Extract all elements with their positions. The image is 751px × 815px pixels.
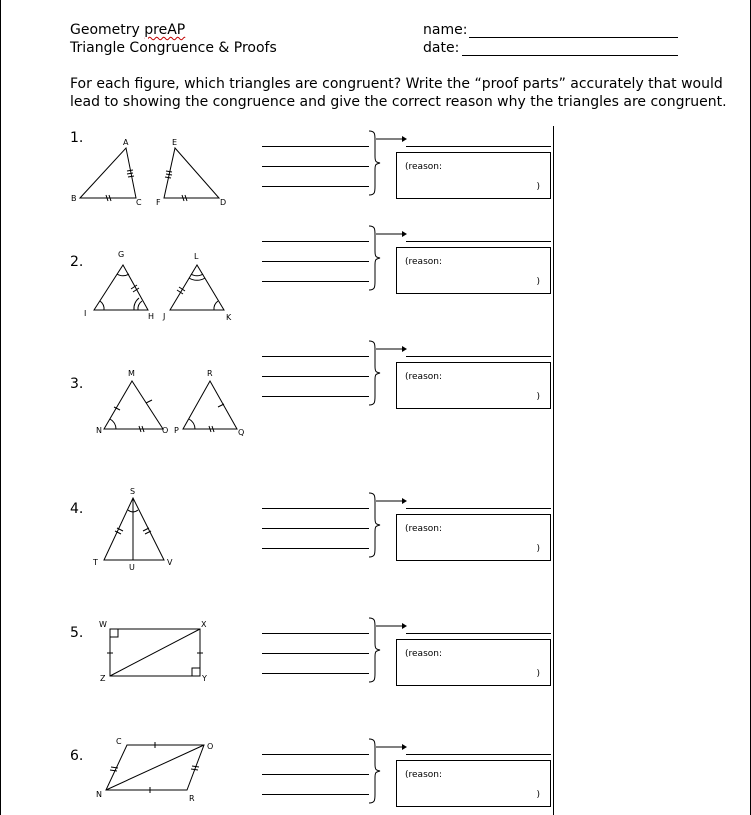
vertex-label: X [201, 620, 207, 629]
vertex-label: U [129, 563, 135, 572]
date-label: date: [423, 40, 460, 56]
reason-label: (reason: [405, 770, 442, 780]
reason-close-paren: ) [536, 544, 540, 554]
instructions-line-2: lead to showing the congruence and give the correct reason why the triangles are congruent. [70, 94, 727, 110]
vertex-label: I [84, 309, 87, 318]
proof-line[interactable] [262, 376, 369, 377]
triangle-figure-1 [60, 126, 240, 212]
vertex-label: W [99, 620, 107, 629]
problem-number: 5. [70, 625, 84, 641]
reason-label: (reason: [405, 257, 442, 267]
proof-line[interactable] [262, 774, 369, 775]
vertex-label: M [128, 369, 135, 378]
vertex-label: R [189, 794, 195, 803]
vertex-label: Z [100, 674, 106, 683]
vertex-label: A [123, 138, 129, 147]
reason-box[interactable] [396, 760, 551, 807]
proof-line[interactable] [262, 548, 369, 549]
proof-line[interactable] [262, 356, 369, 357]
proof-line[interactable] [262, 794, 369, 795]
proof-line[interactable] [262, 241, 369, 242]
reason-close-paren: ) [536, 277, 540, 287]
reason-box[interactable] [396, 362, 551, 409]
vertex-label: N [96, 426, 102, 435]
vertex-label: P [174, 426, 179, 435]
reason-label: (reason: [405, 372, 442, 382]
vertex-label: C [116, 737, 122, 746]
name-field[interactable] [469, 37, 678, 38]
reason-close-paren: ) [536, 182, 540, 192]
vertex-label: C [136, 198, 142, 207]
proof-line[interactable] [262, 261, 369, 262]
triangle-figure-3 [60, 336, 245, 440]
congruence-statement-line[interactable] [406, 146, 551, 147]
parallelogram-figure-6 [60, 734, 240, 814]
problem-number: 3. [70, 376, 84, 392]
proof-line[interactable] [262, 633, 369, 634]
vertex-label: E [172, 138, 178, 147]
vertex-label: D [220, 198, 227, 207]
vertex-label: S [130, 487, 136, 496]
vertex-label: G [118, 250, 125, 259]
proof-line[interactable] [262, 528, 369, 529]
congruence-statement-line[interactable] [406, 356, 551, 357]
proof-line[interactable] [262, 673, 369, 674]
problem-number: 2. [70, 254, 84, 270]
vertex-label: K [226, 313, 232, 322]
vertex-label: H [148, 312, 155, 321]
problem-number: 4. [70, 501, 84, 517]
reason-box[interactable] [396, 247, 551, 294]
worksheet-subtitle: Triangle Congruence & Proofs [70, 40, 277, 56]
proof-line[interactable] [262, 754, 369, 755]
rectangle-figure-5 [60, 613, 240, 699]
name-label: name: [423, 22, 468, 38]
vertex-label: O [162, 426, 169, 435]
proof-line[interactable] [262, 396, 369, 397]
reason-close-paren: ) [536, 669, 540, 679]
vertex-label: V [167, 558, 173, 567]
proof-line[interactable] [262, 186, 369, 187]
vertex-label: N [96, 790, 102, 799]
reason-close-paren: ) [536, 790, 540, 800]
reason-label: (reason: [405, 524, 442, 534]
vertex-label: F [156, 198, 161, 207]
page-left-edge [0, 0, 1, 815]
triangle-figure-2 [60, 221, 240, 325]
proof-line[interactable] [262, 146, 369, 147]
instructions-line-1: For each figure, which triangles are congruent? Write the “proof parts” accurately that would [70, 76, 723, 92]
vertex-label: J [163, 312, 166, 321]
vertex-label: Y [202, 674, 207, 683]
problem-number: 6. [70, 748, 84, 764]
reason-label: (reason: [405, 649, 442, 659]
reason-box[interactable] [396, 639, 551, 686]
vertex-label: L [194, 252, 199, 261]
vertex-label: R [207, 369, 213, 378]
reason-label: (reason: [405, 162, 442, 172]
reason-close-paren: ) [536, 392, 540, 402]
congruence-statement-line[interactable] [406, 754, 551, 755]
vertex-label: B [71, 194, 77, 203]
proof-line[interactable] [262, 281, 369, 282]
reason-box[interactable] [396, 152, 551, 199]
congruence-statement-line[interactable] [406, 241, 551, 242]
proof-line[interactable] [262, 166, 369, 167]
column-divider [553, 126, 554, 815]
congruence-statement-line[interactable] [406, 633, 551, 634]
course-title: Geometry preAP [70, 22, 186, 38]
spellcheck-word: preAP [144, 22, 186, 38]
vertex-label: T [93, 558, 98, 567]
date-field[interactable] [462, 55, 678, 56]
proof-line[interactable] [262, 653, 369, 654]
congruence-statement-line[interactable] [406, 508, 551, 509]
proof-line[interactable] [262, 508, 369, 509]
triangle-figure-4 [60, 488, 240, 574]
problem-number: 1. [70, 130, 84, 146]
reason-box[interactable] [396, 514, 551, 561]
vertex-label: O [207, 742, 214, 751]
vertex-label: Q [238, 428, 245, 437]
